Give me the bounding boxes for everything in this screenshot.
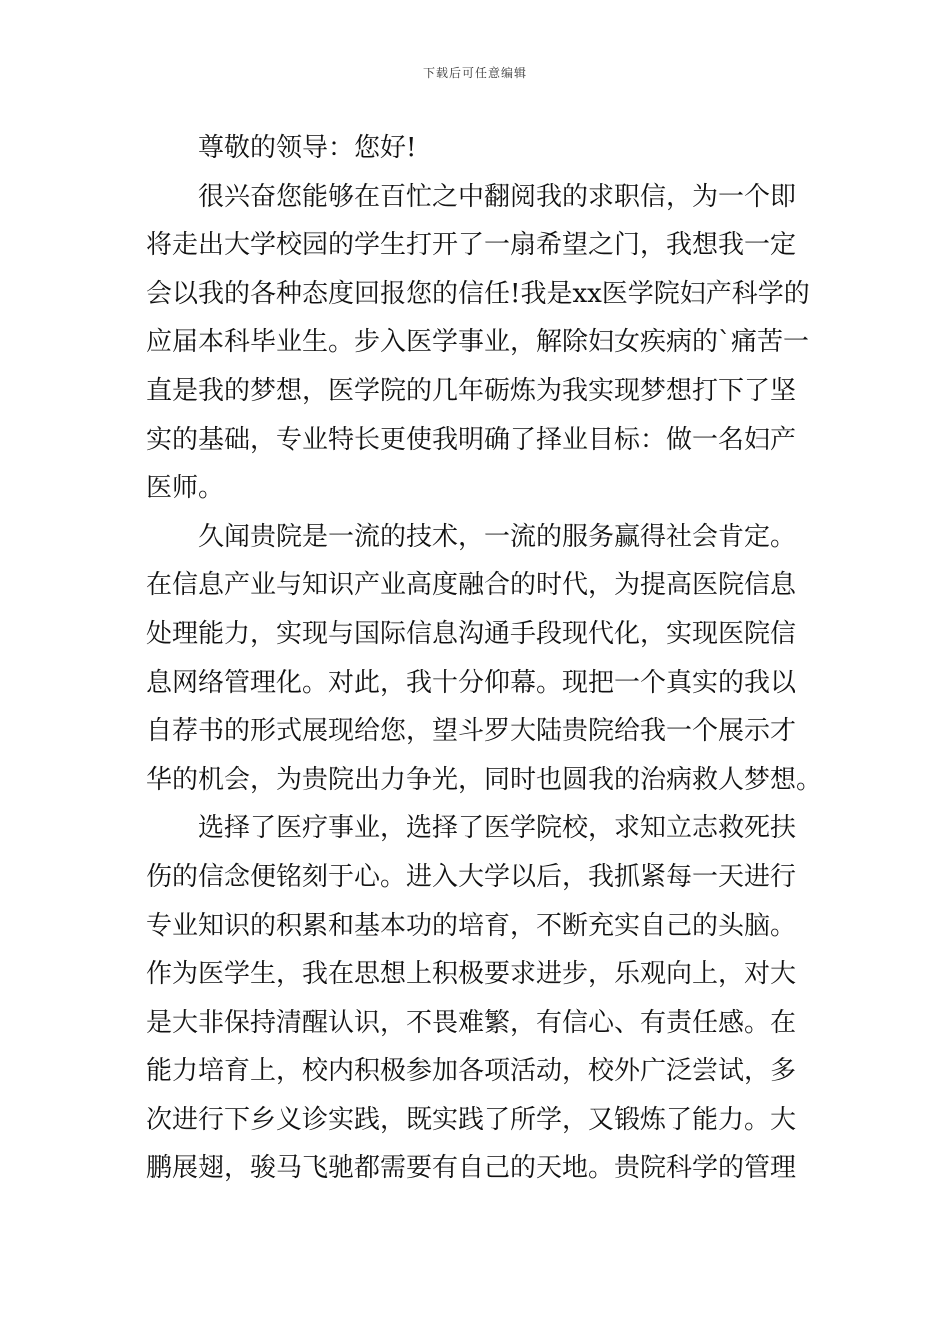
text-line: 鹏展翅，骏马飞驰都需要有自己的天地。贵院科学的管理 bbox=[146, 1153, 797, 1184]
text-line: 华的机会，为贵院出力争光，同时也圆我的治病救人梦想。 bbox=[146, 764, 823, 795]
text-line: 将走出大学校园的学生打开了一扇希望之门，我想我一定 bbox=[146, 230, 797, 261]
text-line: 尊敬的领导：您好! bbox=[198, 133, 417, 163]
text-line: 专业知识的积累和基本功的培育，不断充实自己的头脑。 bbox=[146, 910, 797, 941]
page-header: 下载后可任意编辑 bbox=[422, 66, 527, 80]
text-line: 实的基础，专业特长更使我明确了择业目标：做一名妇产 bbox=[146, 424, 797, 455]
text-line: 伤的信念便铭刻于心。进入大学以后，我抓紧每一天进行 bbox=[146, 861, 797, 892]
letter-body bbox=[146, 124, 823, 1193]
text-line: 应届本科毕业生。步入医学事业，解除妇女疾病的`痛苦一 bbox=[146, 327, 810, 358]
text-line: 次进行下乡义诊实践，既实践了所学，又锻炼了能力。大 bbox=[146, 1104, 797, 1135]
text-line: 能力培育上，校内积极参加各项活动，校外广泛尝试，多 bbox=[146, 1056, 797, 1087]
text-line: 是大非保持清醒认识，不畏难繁，有信心、有责任感。在 bbox=[146, 1007, 797, 1038]
text-line: 会以我的各种态度回报您的信任!我是xx医学院妇产科学的 bbox=[146, 278, 810, 309]
text-line: 处理能力，实现与国际信息沟通手段现代化，实现医院信 bbox=[146, 618, 797, 649]
text-line: 自荐书的形式展现给您，望斗罗大陆贵院给我一个展示才 bbox=[146, 716, 797, 747]
text-line: 医师。 bbox=[146, 473, 225, 504]
text-line: 久闻贵院是一流的技术，一流的服务赢得社会肯定。 bbox=[198, 521, 797, 552]
text-line: 作为医学生，我在思想上积极要求进步，乐观向上，对大 bbox=[146, 959, 797, 990]
text-line: 直是我的梦想，医学院的几年砺炼为我实现梦想打下了坚 bbox=[146, 375, 797, 406]
text-line: 很兴奋您能够在百忙之中翻阅我的求职信，为一个即 bbox=[198, 181, 797, 212]
text-line: 在信息产业与知识产业高度融合的时代，为提高医院信息 bbox=[146, 570, 797, 601]
text-line: 选择了医疗事业，选择了医学院校，求知立志救死扶 bbox=[198, 813, 797, 844]
text-line: 息网络管理化。对此，我十分仰幕。现把一个真实的我以 bbox=[146, 667, 797, 698]
